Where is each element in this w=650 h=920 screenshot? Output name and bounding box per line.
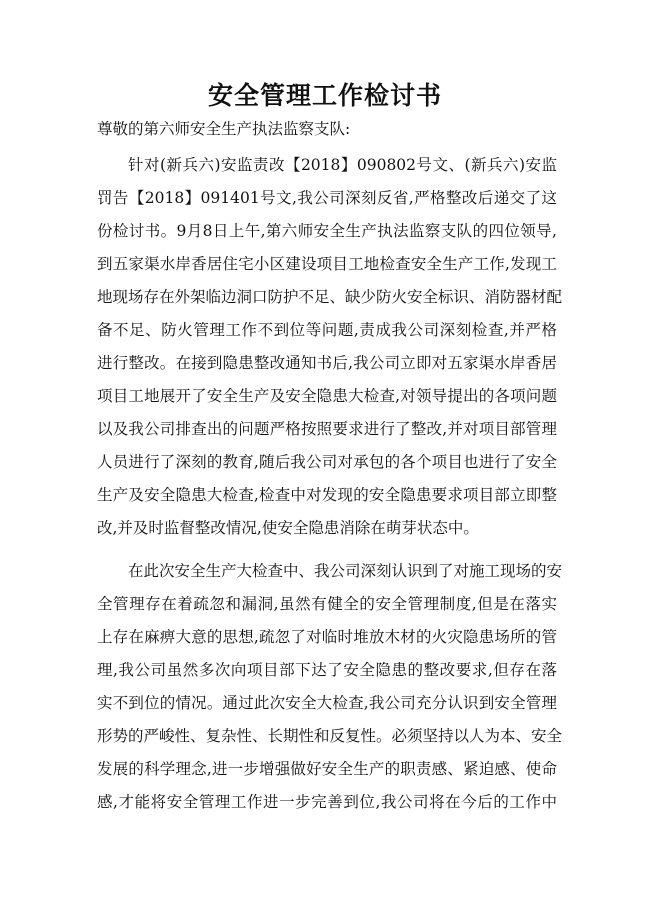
paragraph-1-line: 罚告【2018】091401号文,我公司深刻反省,严格整改后递交了这	[97, 189, 557, 207]
paragraph-2-line: 形势的严峻性、复杂性、长期性和反复性。必须坚持以人为本、安全	[97, 727, 563, 745]
paragraph-1-line: 针对(新兵六)安监责改【2018】090802号文、(新兵六)安监	[128, 156, 557, 174]
paragraph-1-line: 进行整改。在接到隐患整改通知书后,我公司立即对五家渠水岸香居	[97, 354, 557, 372]
paragraph-2-line: 理,我公司虽然多次向项目部下达了安全隐患的整改要求,但存在落	[97, 661, 557, 679]
paragraph-1-line: 人员进行了深刻的教育,随后我公司对承包的各个项目也进行了安全	[97, 453, 557, 471]
paragraph-2-line: 在此次安全生产大检查中、我公司深刻认识到了对施工现场的安	[128, 562, 563, 580]
paragraph-1-line: 项目工地展开了安全生产及安全隐患大检查,对领导提出的各项问题	[97, 387, 557, 405]
salutation: 尊敬的第六师安全生产执法监察支队:	[97, 120, 351, 138]
paragraph-2-line: 发展的科学理念,进一步增强做好安全生产的职责感、紧迫感、使命	[97, 760, 557, 778]
paragraph-1-line: 改,并及时监督整改情况,使安全隐患消除在萌芽状态中。	[97, 519, 479, 537]
paragraph-2-line: 实不到位的情况。通过此次安全大检查,我公司充分认识到安全管理	[97, 694, 557, 712]
paragraph-2-line: 上存在麻痹大意的思想,疏忽了对临时堆放木材的火灾隐患场所的管	[97, 628, 557, 646]
document-title: 安全管理工作检讨书	[207, 81, 442, 110]
paragraph-1-line: 备不足、防火管理工作不到位等问题,责成我公司深刻检查,并严格	[97, 321, 557, 339]
paragraph-1-line: 生产及安全隐患大检查,检查中对发现的安全隐患要求项目部立即整	[97, 486, 557, 504]
paragraph-1-line: 份检讨书。9月8日上午,第六师安全生产执法监察支队的四位领导,	[97, 222, 557, 240]
paragraph-1-line: 到五家渠水岸香居住宅小区建设项目工地检查安全生产工作,发现工	[97, 255, 557, 273]
paragraph-1-line: 以及我公司排查出的问题严格按照要求进行了整改,并对项目部管理	[97, 420, 557, 438]
paragraph-2-line: 全管理存在着疏忽和漏洞,虽然有健全的安全管理制度,但是在落实	[97, 595, 557, 613]
paragraph-1-line: 地现场存在外架临边洞口防护不足、缺少防火安全标识、消防器材配	[97, 288, 563, 306]
paragraph-2-line: 感,才能将安全管理工作进一步完善到位,我公司将在今后的工作中	[97, 793, 557, 811]
